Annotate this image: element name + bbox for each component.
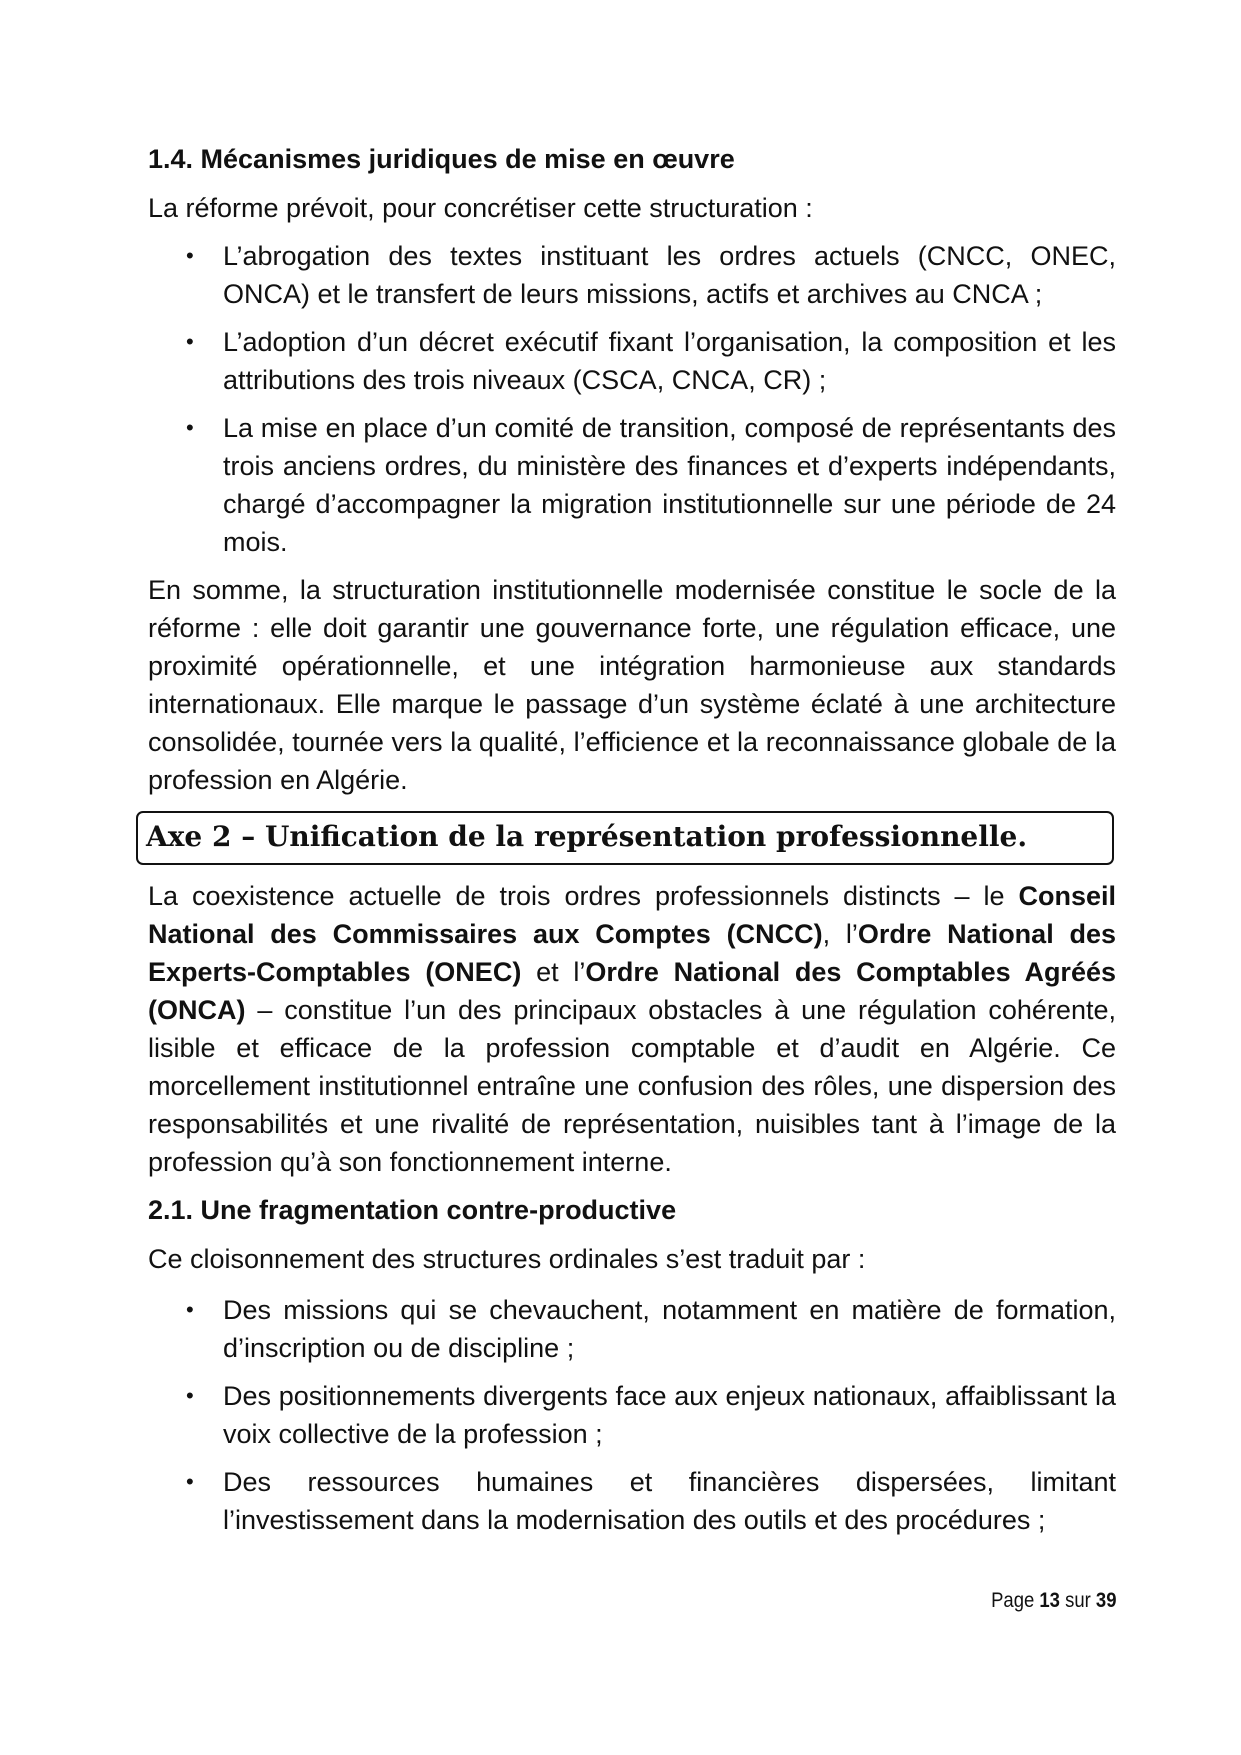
section-1-4-heading: 1.4. Mécanismes juridiques de mise en œuvre <box>148 144 735 174</box>
bullet-icon: • <box>186 1469 194 1494</box>
axe-2-title-box <box>136 811 1114 865</box>
axe-2-text-2: , l’ <box>822 919 858 949</box>
bullet-icon: • <box>186 243 194 268</box>
list-item <box>148 409 1116 561</box>
list-item <box>148 1291 1116 1367</box>
list-item <box>148 1377 1116 1453</box>
list-item-text: Des ressources humaines et financières dispersées, limitant l’investissement dans la modernisation des outils et des procédures ; <box>223 1467 1116 1535</box>
document-page <box>148 140 1116 1539</box>
of-label: sur <box>1064 1589 1091 1612</box>
list-item-text: Des positionnements divergents face aux enjeux nationaux, affaiblissant la voix collective de la profession ; <box>223 1381 1116 1449</box>
section-2-1-heading: 2.1. Une fragmentation contre-productive <box>148 1195 677 1225</box>
section-1-4-bullet-list <box>148 237 1116 561</box>
page-number: 13 <box>1038 1589 1060 1612</box>
list-item-text: La mise en place d’un comité de transition, composé de représentants des trois anciens ordres, du ministère des finances et d’experts indépendants, chargé d’accompagner la migration institutionnelle sur une période de 24 mois. <box>223 413 1116 557</box>
list-item-text: L’adoption d’un décret exécutif fixant l’organisation, la composition et les attributions des trois niveaux (CSCA, CNCA, CR) ; <box>223 327 1116 395</box>
list-item <box>148 1463 1116 1539</box>
axe-2-text-4: – constitue l’un des principaux obstacles à une régulation cohérente, lisible et efficace de la profession comptable et d’audit en Algérie. Ce morcellement institutionnel entraîne une confusion des rôles, une dispersion des responsabilités et une rivalité de représentation, nuisibles tant à l’image de la profession qu’à son fonctionnement interne. <box>148 995 1116 1177</box>
bullet-icon: • <box>186 329 194 354</box>
page-footer <box>991 1588 1116 1614</box>
axe-2-title: Axe 2 – Unification de la représentation professionnelle. <box>146 820 1028 853</box>
bullet-icon: • <box>186 1297 194 1322</box>
bullet-icon: • <box>186 1383 194 1408</box>
cncc-name: Conseil National des Commissaires aux Comptes (CNCC) <box>148 881 1116 949</box>
section-2-1-bullet-list <box>148 1291 1116 1539</box>
bullet-icon: • <box>186 415 194 440</box>
list-item <box>148 237 1116 313</box>
list-item <box>148 323 1116 399</box>
axe-2-text-3: et l’ <box>521 957 586 987</box>
axe-2-paragraph <box>148 877 1116 1181</box>
axe-2-text-1: La coexistence actuelle de trois ordres professionnels distincts – le <box>148 881 1019 911</box>
total-pages: 39 <box>1095 1589 1116 1612</box>
page-label: Page <box>990 1589 1034 1612</box>
list-item-text: Des missions qui se chevauchent, notamment en matière de formation, d’inscription ou de discipline ; <box>223 1295 1116 1363</box>
onec-name: Ordre National des Experts-Comptables (ONEC) <box>148 919 1117 987</box>
section-1-4-intro: La réforme prévoit, pour concrétiser cette structuration : <box>148 193 813 223</box>
section-2-1-intro: Ce cloisonnement des structures ordinales s’est traduit par : <box>148 1244 866 1274</box>
section-1-4-conclusion: En somme, la structuration institutionnelle modernisée constitue le socle de la réforme : elle doit garantir une gouvernance forte, une régulation efficace, une proximité opérationnelle, et une intégration harmonieuse aux standards internationaux. Elle marque le passage d’un système éclaté à une architecture consolidée, tournée vers la qualité, l’efficience et la reconnaissance globale de la profession en Algérie. <box>148 575 1116 795</box>
onca-name: Ordre National des Comptables Agréés (ONCA) <box>148 957 1116 1025</box>
list-item-text: L’abrogation des textes instituant les ordres actuels (CNCC, ONEC, ONCA) et le transfert de leurs missions, actifs et archives au CNCA ; <box>223 241 1116 309</box>
